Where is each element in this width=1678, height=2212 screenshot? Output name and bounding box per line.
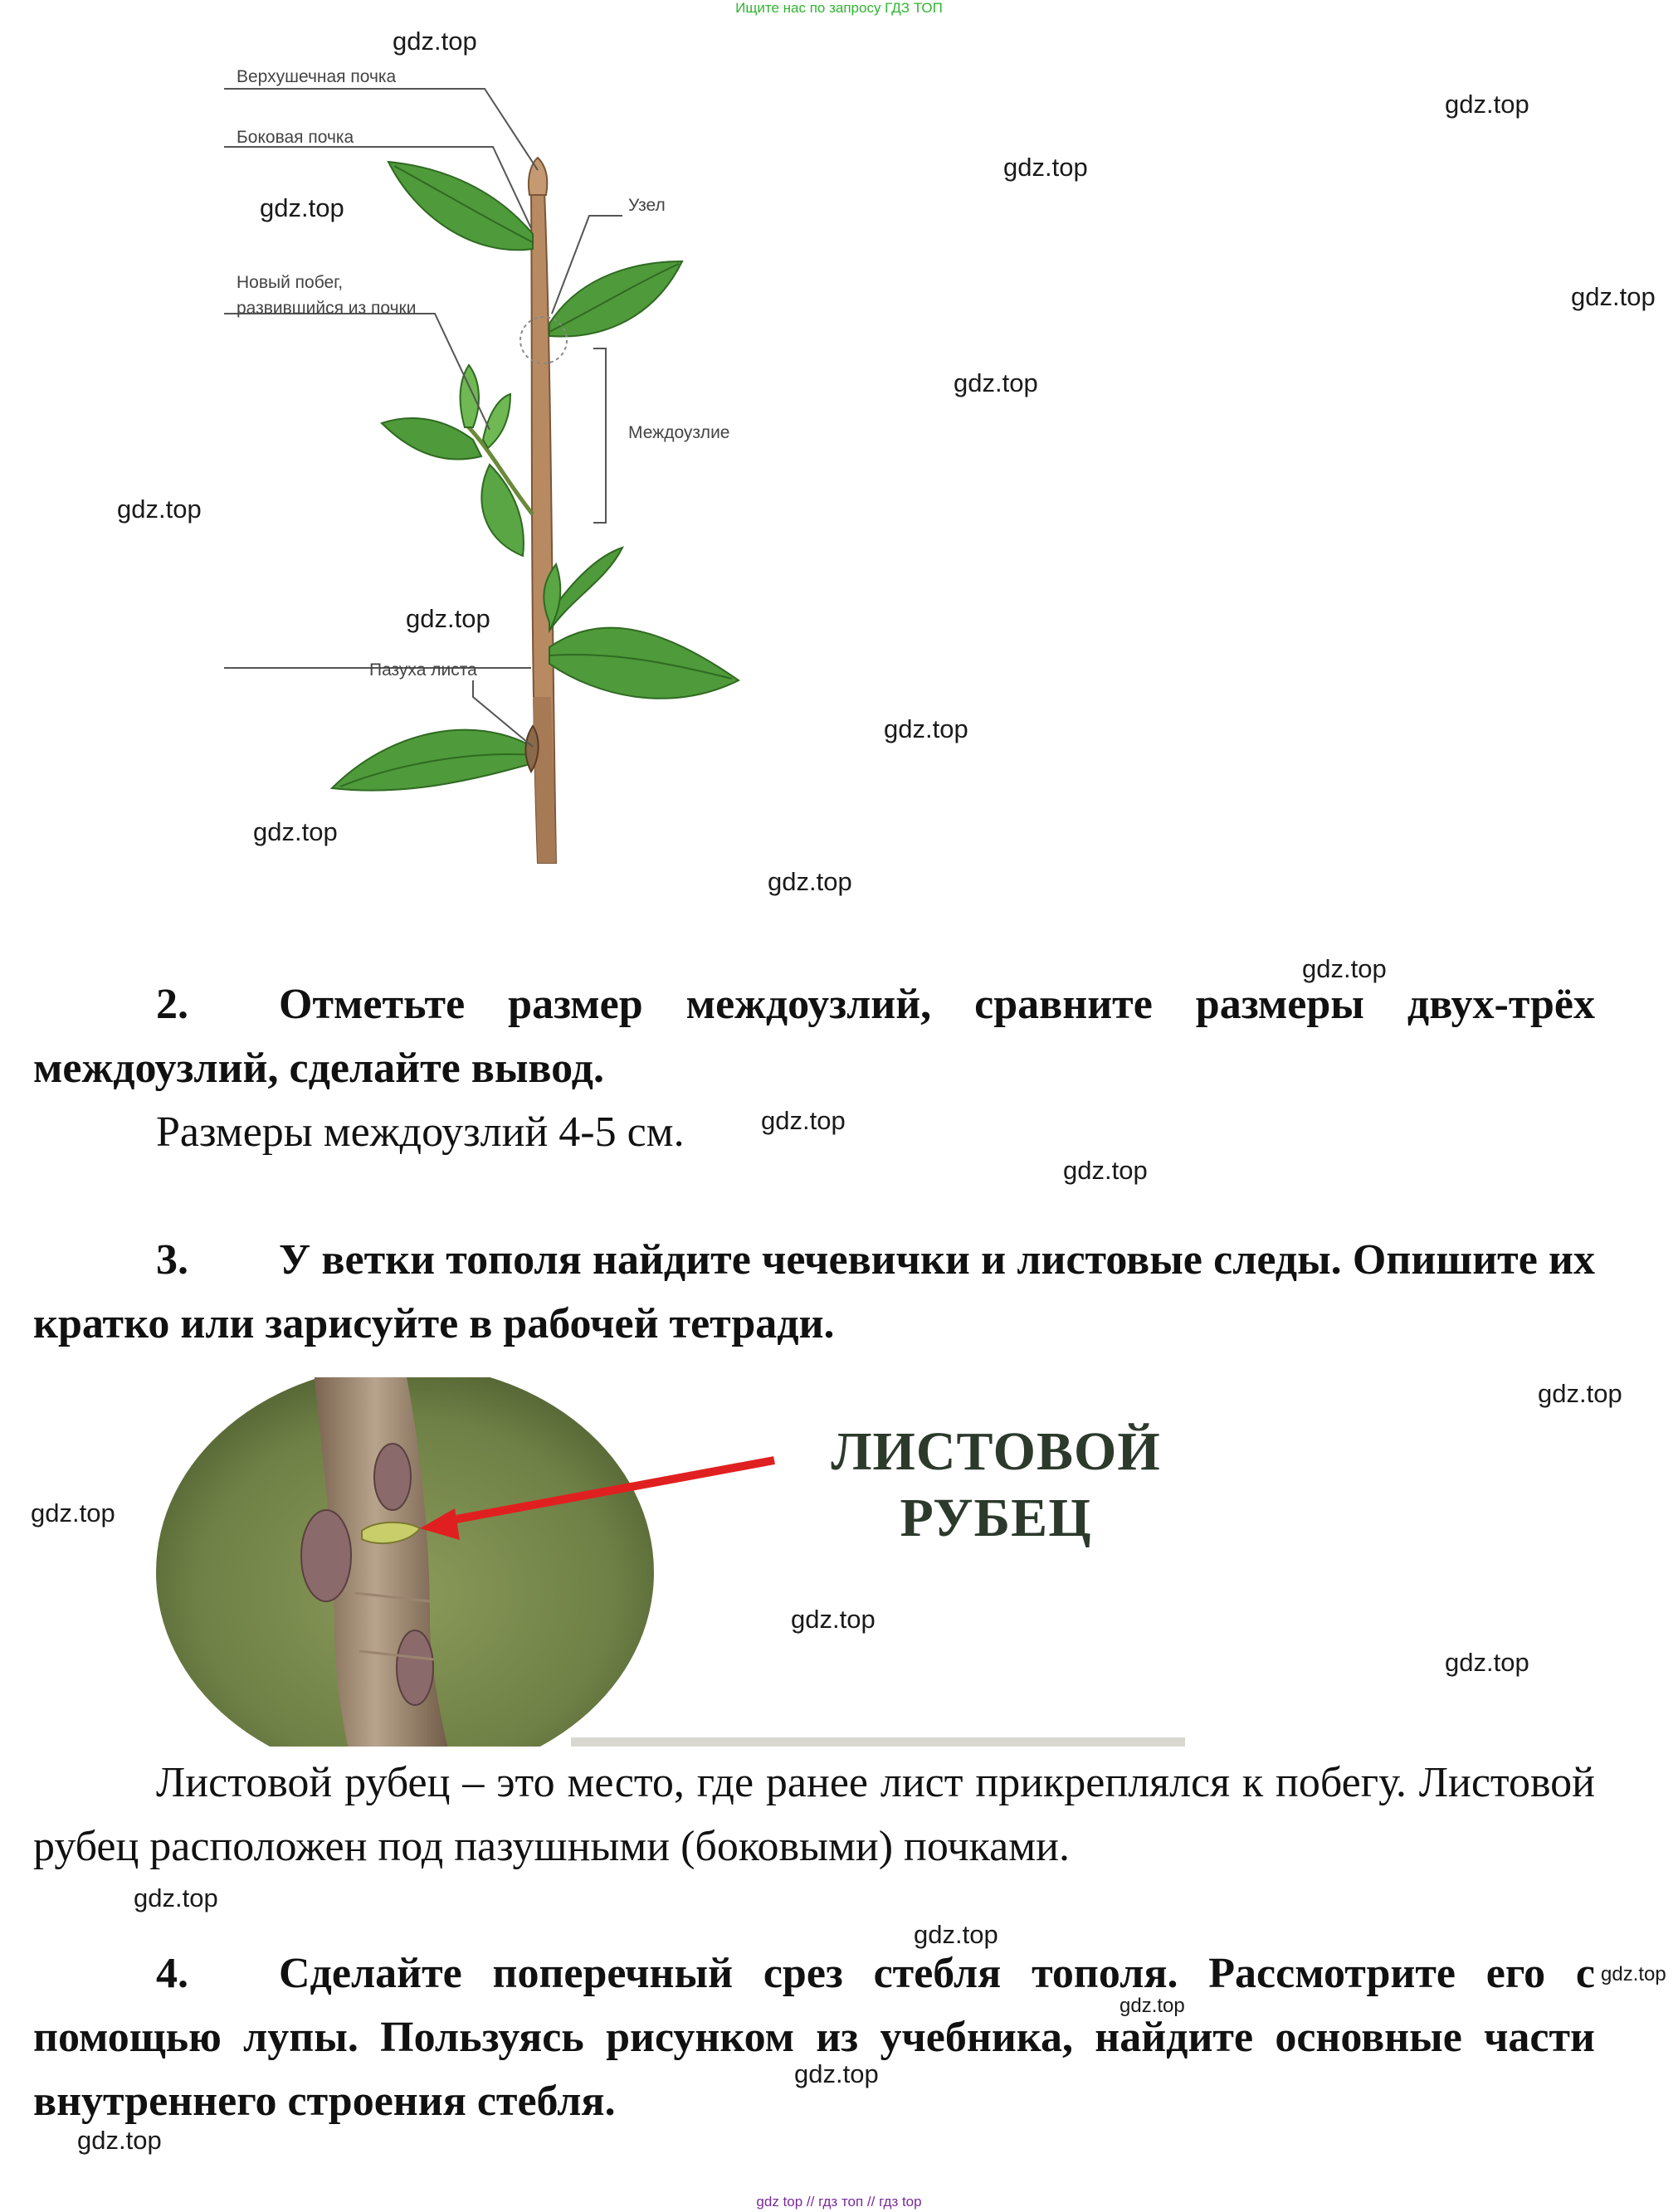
label-lateral-bud: Боковая почка (237, 128, 354, 147)
task-3 (33, 1228, 1595, 1356)
watermark: gdz.top (253, 817, 338, 846)
watermark: gdz.top (260, 193, 344, 222)
watermark: gdz.top (117, 495, 202, 524)
watermark: gdz.top (406, 604, 490, 633)
task-3-answer-text: Листовой рубец – это место, где ранее лист прикреплялся к побегу. Листовой рубец расположен под пазушными (боковыми) почками. (33, 1759, 1595, 1870)
watermark: gdz.top (1445, 90, 1529, 119)
label-new-shoot-2: развившийся из почки (237, 299, 417, 318)
task-4-number: 4. (156, 1950, 188, 1997)
watermark: gdz.top (954, 368, 1038, 397)
watermark: gdz.top (1538, 1379, 1622, 1408)
footer: gdz top // гдз топ // гдз top (756, 2194, 922, 2210)
label-leaf-axil: Пазуха листа (369, 660, 477, 680)
watermark: gdz.top (31, 1498, 115, 1527)
task-4-text: Сделайте поперечный срез стебля тополя. Рассмотрите его с помощью лупы. Пользуясь рисунком из учебника, найдите основные части внутреннего строения стебля. (33, 1950, 1595, 2125)
watermark: gdz.top (1003, 153, 1088, 182)
task-2-number: 2. (156, 981, 188, 1028)
shoot-figure (224, 50, 805, 879)
watermark: gdz.top (884, 714, 968, 743)
watermark: gdz.top (1445, 1648, 1529, 1677)
watermark: gdz.top (1571, 282, 1656, 311)
watermark: gdz.top (393, 27, 477, 56)
watermark: gdz.top (1302, 954, 1387, 983)
watermark: gdz.top (791, 1605, 876, 1634)
task-4 (33, 1942, 1595, 2133)
shoot-illustration (224, 50, 805, 879)
watermark: gdz.top (1063, 1156, 1148, 1185)
leaf-scar-caption (780, 1419, 1212, 1552)
task-2-answer-text: Размеры междоузлий 4-5 см. (156, 1108, 685, 1156)
task-2-text: Отметьте размер междоузлий, сравните размеры двух-трёх междоузлий, сделайте вывод. (33, 981, 1595, 1092)
caption-line-2: РУБЕЦ (900, 1488, 1092, 1548)
label-new-shoot-1: Новый побег, (237, 273, 344, 292)
label-node: Узел (628, 196, 666, 215)
watermark: gdz.top (761, 1106, 846, 1135)
label-internode: Междоузлие (628, 423, 730, 442)
watermark: gdz.top (1119, 1995, 1185, 2017)
watermark: gdz.top (1601, 1963, 1666, 1985)
top-banner: Ищите нас по запросу ГДЗ ТОП (735, 0, 943, 16)
task-2 (33, 972, 1595, 1100)
label-apical-bud: Верхушечная почка (237, 67, 397, 86)
watermark: gdz.top (914, 1920, 998, 1949)
watermark: gdz.top (77, 2126, 162, 2155)
watermark: gdz.top (134, 1883, 218, 1912)
watermark: gdz.top (768, 867, 852, 896)
task-3-text: У ветки тополя найдите чечевички и листовые следы. Опишите их кратко или зарисуйте в рабочей тетради. (33, 1236, 1595, 1347)
task-3-answer (33, 1751, 1595, 1878)
task-3-number: 3. (156, 1236, 188, 1284)
watermark: gdz.top (794, 2059, 879, 2088)
caption-line-1: ЛИСТОВОЙ (831, 1421, 1161, 1482)
